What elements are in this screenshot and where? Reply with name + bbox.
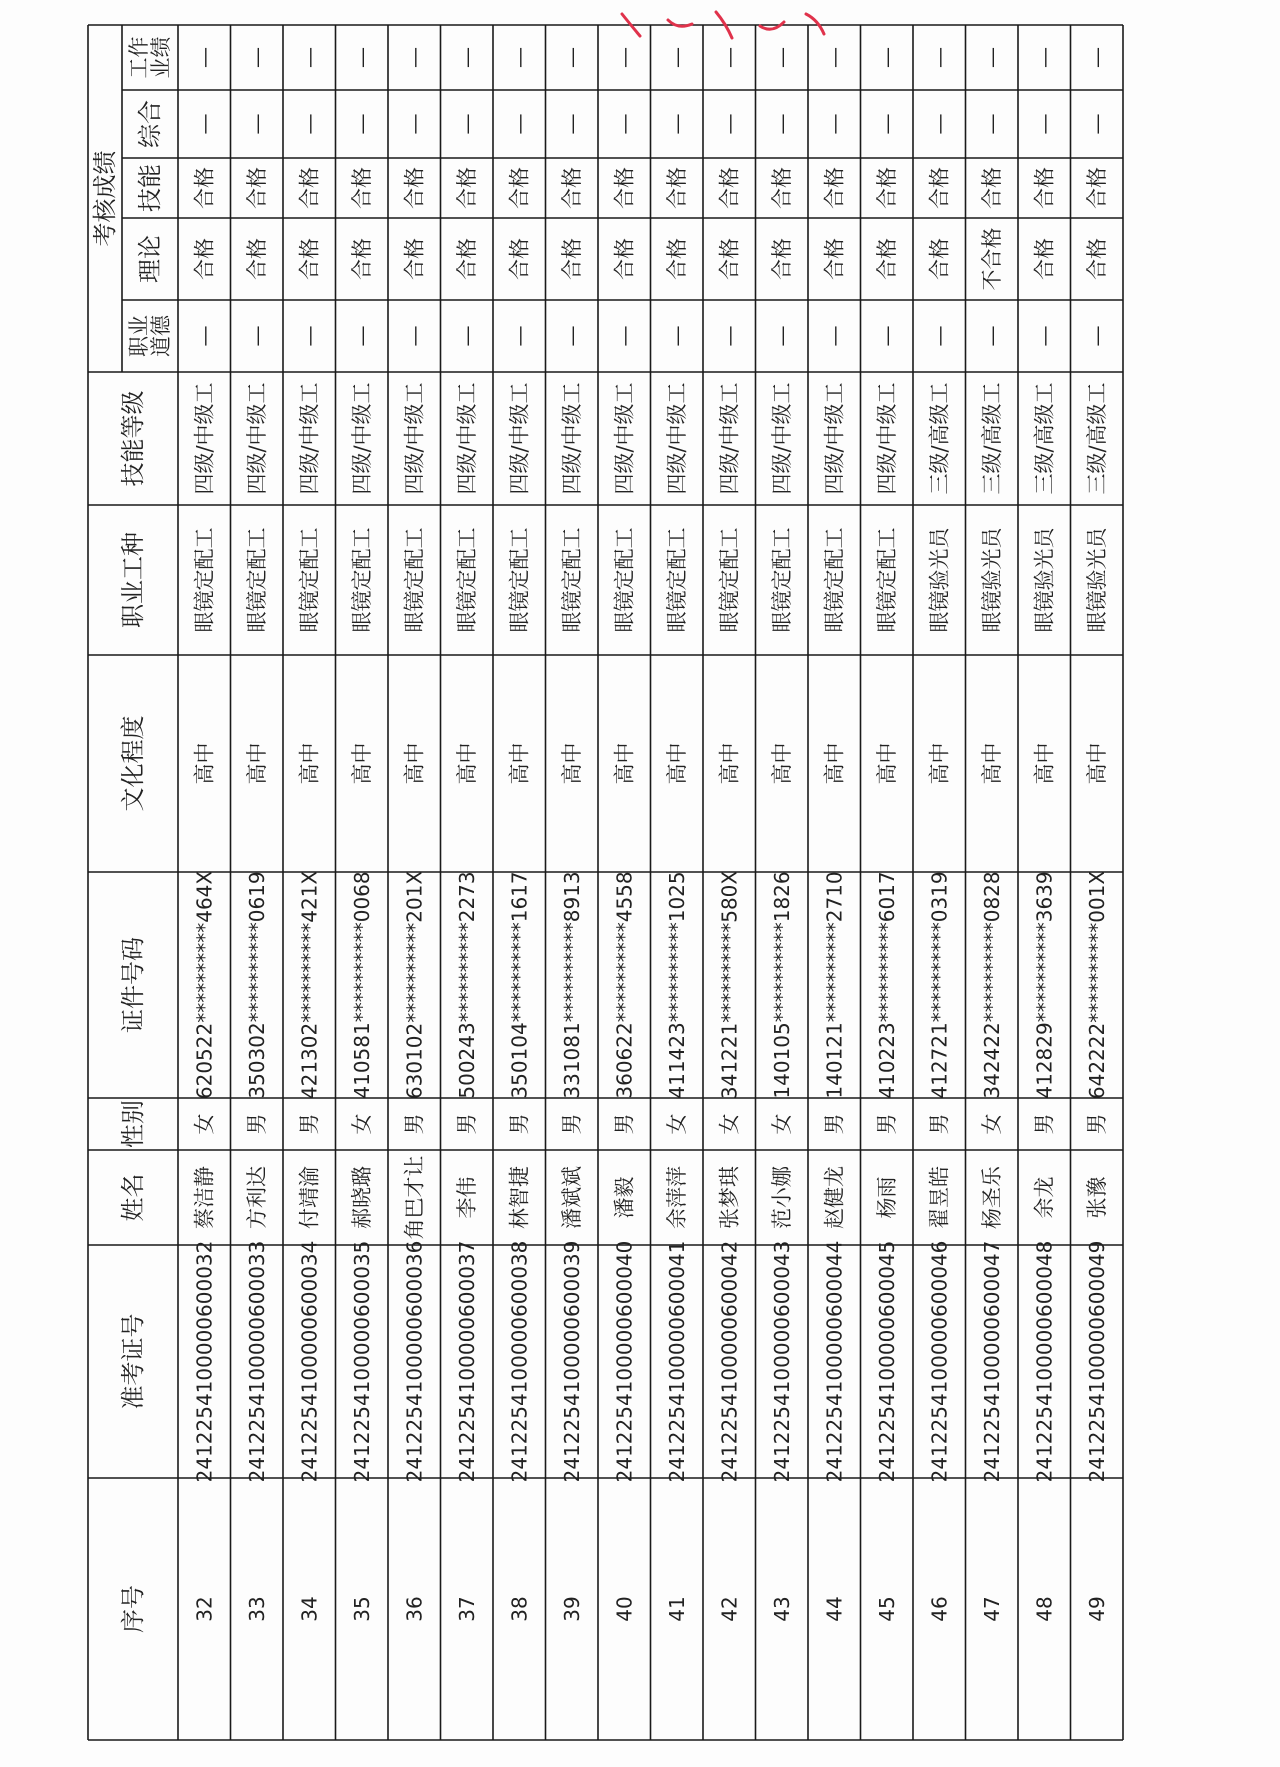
cell-name: 张豫: [1084, 1176, 1109, 1219]
cell-education: 高中: [979, 742, 1004, 785]
cell-gender: 男: [612, 1113, 637, 1135]
header-scores-group: 考核成绩: [91, 150, 119, 247]
cell-occupation: 眼镜定配工: [612, 527, 637, 633]
cell-overall: —: [822, 113, 847, 135]
cell-skill: 合格: [1032, 167, 1057, 209]
cell-occupation: 眼镜定配工: [192, 527, 217, 633]
cell-education: 高中: [192, 742, 217, 785]
cell-seq: 39: [559, 1596, 584, 1622]
cell-skill-level: 三级/高级工: [1032, 382, 1057, 495]
header-id-no: 证件号码: [119, 937, 147, 1033]
cell-id-no: 350104**********1617: [507, 871, 532, 1099]
cell-skill-level: 四级/中级工: [507, 382, 532, 495]
cell-education: 高中: [244, 742, 269, 785]
cell-exam-no: 2412254100000600042: [717, 1240, 742, 1483]
cell-skill-level: 四级/中级工: [454, 382, 479, 495]
header-ethics-line1: 职业: [127, 315, 151, 357]
cell-education: 高中: [717, 742, 742, 785]
cell-ethics: —: [192, 325, 217, 347]
cell-ethics: —: [244, 325, 269, 347]
cell-theory: 合格: [1032, 238, 1057, 280]
cell-ethics: —: [769, 325, 794, 347]
cell-skill-level: 四级/中级工: [612, 382, 637, 495]
cell-overall: —: [717, 113, 742, 135]
cell-education: 高中: [927, 742, 952, 785]
cell-id-no: 412829**********3639: [1032, 871, 1057, 1099]
cell-seq: 47: [979, 1596, 1004, 1622]
cell-theory: 合格: [1084, 238, 1109, 280]
cell-ethics: —: [927, 325, 952, 347]
header-ethics-line2: 道德: [149, 315, 173, 357]
cell-skill: 合格: [244, 167, 269, 209]
header-exam-no: 准考证号: [119, 1313, 147, 1410]
cell-gender: 男: [454, 1113, 479, 1135]
cell-seq: 46: [927, 1596, 952, 1622]
header-occupation: 职业工种: [119, 532, 147, 628]
cell-seq: 45: [874, 1596, 899, 1622]
cell-education: 高中: [1084, 742, 1109, 785]
cell-exam-no: 2412254100000600039: [559, 1240, 584, 1483]
cell-id-no: 342422**********0828: [979, 871, 1004, 1099]
cell-skill: 合格: [559, 167, 584, 209]
cell-overall: —: [1032, 113, 1057, 135]
cell-ethics: —: [402, 325, 427, 347]
cell-performance: —: [874, 47, 899, 68]
cell-skill: 合格: [927, 167, 952, 209]
cell-name: 杨圣乐: [979, 1166, 1004, 1229]
header-seq: 序号: [119, 1585, 147, 1633]
cell-occupation: 眼镜定配工: [402, 527, 427, 633]
cell-gender: 女: [664, 1113, 689, 1135]
cell-id-no: 630102**********201X: [402, 870, 427, 1100]
header-gender: 性别: [119, 1100, 147, 1148]
cell-ethics: —: [979, 325, 1004, 347]
cell-skill: 合格: [822, 167, 847, 209]
cell-skill-level: 三级/高级工: [927, 382, 952, 495]
cell-gender: 女: [979, 1113, 1004, 1135]
cell-theory: 合格: [874, 238, 899, 280]
cell-ethics: —: [874, 325, 899, 347]
cell-name: 角巴才让: [402, 1155, 427, 1240]
cell-name: 蔡洁静: [192, 1166, 217, 1229]
cell-theory: 合格: [717, 238, 742, 280]
cell-overall: —: [192, 113, 217, 135]
cell-performance: —: [822, 47, 847, 68]
cell-name: 潘斌斌: [559, 1166, 584, 1229]
cell-id-no: 410223**********6017: [874, 871, 899, 1099]
cell-overall: —: [612, 113, 637, 135]
cell-performance: —: [979, 47, 1004, 68]
cell-skill-level: 四级/中级工: [192, 382, 217, 495]
cell-id-no: 411423**********1025: [664, 871, 689, 1099]
cell-performance: —: [559, 47, 584, 68]
cell-exam-no: 2412254100000600032: [192, 1240, 217, 1483]
header-performance-line1: 工作: [127, 36, 151, 79]
cell-gender: 男: [507, 1113, 532, 1135]
cell-exam-no: 2412254100000600046: [927, 1240, 952, 1483]
cell-occupation: 眼镜验光员: [979, 527, 1004, 633]
cell-id-no: 500243**********2273: [454, 871, 479, 1099]
cell-skill: 合格: [1084, 167, 1109, 209]
cell-performance: —: [1084, 47, 1109, 68]
cell-id-no: 350302**********0619: [244, 871, 269, 1099]
cell-gender: 男: [874, 1113, 899, 1135]
cell-education: 高中: [1032, 742, 1057, 785]
cell-performance: —: [192, 47, 217, 68]
cell-id-no: 140105**********1826: [769, 871, 794, 1099]
cell-seq: 41: [664, 1596, 689, 1622]
cell-name: 杨雨: [874, 1176, 899, 1219]
cell-skill-level: 四级/中级工: [717, 382, 742, 495]
cell-performance: —: [507, 47, 532, 68]
cell-theory: 合格: [244, 238, 269, 280]
cell-overall: —: [979, 113, 1004, 135]
cell-occupation: 眼镜验光员: [927, 527, 952, 633]
cell-name: 余萍萍: [664, 1166, 689, 1229]
cell-gender: 男: [402, 1113, 427, 1135]
cell-performance: —: [927, 47, 952, 68]
cell-id-no: 360622**********4558: [612, 871, 637, 1099]
cell-skill-level: 四级/中级工: [244, 382, 269, 495]
cell-education: 高中: [402, 742, 427, 785]
cell-id-no: 341221**********580X: [717, 870, 742, 1100]
cell-occupation: 眼镜定配工: [559, 527, 584, 633]
cell-name: 余龙: [1032, 1176, 1057, 1219]
cell-performance: —: [297, 47, 322, 68]
cell-overall: —: [769, 113, 794, 135]
cell-occupation: 眼镜定配工: [454, 527, 479, 633]
cell-theory: 合格: [664, 238, 689, 280]
cell-ethics: —: [664, 325, 689, 347]
cell-gender: 男: [244, 1113, 269, 1135]
header-name: 姓名: [119, 1173, 147, 1222]
cell-theory: 合格: [454, 238, 479, 280]
cell-performance: —: [612, 47, 637, 68]
cell-theory: 合格: [559, 238, 584, 280]
cell-skill-level: 四级/中级工: [822, 382, 847, 495]
cell-seq: 40: [612, 1596, 637, 1622]
cell-ethics: —: [559, 325, 584, 347]
header-education: 文化程度: [119, 715, 147, 812]
cell-skill: 合格: [454, 167, 479, 209]
cell-ethics: —: [454, 325, 479, 347]
cell-skill: 合格: [349, 167, 374, 209]
cell-ethics: —: [822, 325, 847, 347]
cell-education: 高中: [507, 742, 532, 785]
cell-exam-no: 2412254100000600034: [297, 1240, 322, 1483]
cell-overall: —: [349, 113, 374, 135]
cell-overall: —: [874, 113, 899, 135]
cell-id-no: 421302**********421X: [297, 870, 322, 1100]
cell-theory: 合格: [297, 238, 322, 280]
cell-skill-level: 三级/高级工: [1084, 382, 1109, 495]
cell-education: 高中: [874, 742, 899, 785]
cell-performance: —: [244, 47, 269, 68]
header-theory: 理论: [136, 235, 164, 283]
table-cells: [91, 37, 1109, 1634]
cell-performance: —: [349, 47, 374, 68]
cell-id-no: 620522**********464X: [192, 870, 217, 1100]
cell-seq: 42: [717, 1596, 742, 1622]
cell-education: 高中: [612, 742, 637, 785]
cell-name: 张梦琪: [717, 1166, 742, 1229]
cell-occupation: 眼镜定配工: [822, 527, 847, 633]
cell-exam-no: 2412254100000600043: [769, 1240, 794, 1483]
cell-occupation: 眼镜定配工: [244, 527, 269, 633]
cell-performance: —: [664, 47, 689, 68]
cell-overall: —: [454, 113, 479, 135]
cell-skill-level: 四级/中级工: [402, 382, 427, 495]
cell-ethics: —: [612, 325, 637, 347]
cell-gender: 男: [822, 1113, 847, 1135]
cell-ethics: —: [349, 325, 374, 347]
cell-skill: 合格: [874, 167, 899, 209]
cell-theory: 合格: [402, 238, 427, 280]
cell-name: 潘毅: [612, 1176, 637, 1219]
cell-gender: 男: [927, 1113, 952, 1135]
cell-occupation: 眼镜定配工: [297, 527, 322, 633]
cell-skill: 合格: [717, 167, 742, 209]
cell-overall: —: [402, 113, 427, 135]
cell-overall: —: [559, 113, 584, 135]
cell-name: 林智捷: [507, 1166, 532, 1229]
cell-theory: 合格: [769, 238, 794, 280]
cell-education: 高中: [454, 742, 479, 785]
cell-id-no: 331081**********8913: [559, 871, 584, 1099]
cell-performance: —: [1032, 47, 1057, 68]
cell-overall: —: [244, 113, 269, 135]
cell-occupation: 眼镜定配工: [349, 527, 374, 633]
cell-skill-level: 四级/中级工: [664, 382, 689, 495]
cell-exam-no: 2412254100000600040: [612, 1240, 637, 1483]
cell-seq: 37: [454, 1596, 479, 1622]
cell-ethics: —: [507, 325, 532, 347]
cell-seq: 33: [244, 1596, 269, 1622]
cell-gender: 女: [769, 1113, 794, 1135]
cell-skill: 合格: [664, 167, 689, 209]
cell-gender: 男: [1032, 1113, 1057, 1135]
cell-exam-no: 2412254100000600037: [454, 1240, 479, 1483]
cell-theory: 合格: [192, 238, 217, 280]
cell-name: 范小娜: [769, 1166, 794, 1229]
cell-skill: 合格: [979, 167, 1004, 209]
header-performance-line2: 业绩: [149, 36, 173, 79]
cell-exam-no: 2412254100000600048: [1032, 1240, 1057, 1483]
cell-performance: —: [402, 47, 427, 68]
cell-education: 高中: [559, 742, 584, 785]
cell-exam-no: 2412254100000600045: [874, 1240, 899, 1483]
cell-exam-no: 2412254100000600041: [664, 1240, 689, 1483]
cell-performance: —: [454, 47, 479, 68]
cell-gender: 女: [349, 1113, 374, 1135]
cell-education: 高中: [769, 742, 794, 785]
cell-occupation: 眼镜定配工: [507, 527, 532, 633]
cell-exam-no: 2412254100000600047: [979, 1240, 1004, 1483]
cell-occupation: 眼镜定配工: [664, 527, 689, 633]
cell-skill-level: 四级/中级工: [769, 382, 794, 495]
cell-seq: 35: [349, 1596, 374, 1622]
cell-performance: —: [717, 47, 742, 68]
cell-name: 李伟: [454, 1176, 479, 1219]
cell-skill: 合格: [192, 167, 217, 209]
cell-name: 赵健龙: [822, 1166, 847, 1229]
cell-seq: 49: [1084, 1596, 1109, 1622]
cell-exam-no: 2412254100000600033: [244, 1240, 269, 1483]
cell-id-no: 642222**********001X: [1084, 870, 1109, 1100]
cell-performance: —: [769, 47, 794, 68]
cell-seq: 36: [402, 1596, 427, 1622]
cell-theory: 合格: [927, 238, 952, 280]
cell-gender: 男: [559, 1113, 584, 1135]
cell-exam-no: 2412254100000600038: [507, 1240, 532, 1483]
cell-id-no: 410581**********0068: [349, 871, 374, 1099]
cell-seq: 43: [769, 1596, 794, 1622]
cell-gender: 男: [1084, 1113, 1109, 1135]
cell-occupation: 眼镜定配工: [769, 527, 794, 633]
cell-overall: —: [1084, 113, 1109, 135]
cell-skill-level: 三级/高级工: [979, 382, 1004, 495]
cell-seq: 34: [297, 1596, 322, 1622]
cell-ethics: —: [1084, 325, 1109, 347]
cell-seq: 44: [822, 1596, 847, 1622]
cell-theory: 合格: [612, 238, 637, 280]
cell-id-no: 412721**********0319: [927, 871, 952, 1099]
cell-occupation: 眼镜验光员: [1032, 527, 1057, 633]
cell-skill-level: 四级/中级工: [874, 382, 899, 495]
cell-seq: 38: [507, 1596, 532, 1622]
cell-name: 翟昱皓: [927, 1166, 952, 1229]
cell-ethics: —: [1032, 325, 1057, 347]
cell-seq: 32: [192, 1596, 217, 1622]
cell-seq: 48: [1032, 1596, 1057, 1622]
cell-overall: —: [927, 113, 952, 135]
cell-theory: 不合格: [979, 227, 1004, 291]
cell-exam-no: 2412254100000600044: [822, 1240, 847, 1483]
cell-education: 高中: [822, 742, 847, 785]
cell-skill: 合格: [769, 167, 794, 209]
cell-name: 方利达: [244, 1166, 269, 1229]
cell-gender: 男: [297, 1113, 322, 1135]
cell-exam-no: 2412254100000600049: [1084, 1240, 1109, 1483]
cell-skill: 合格: [402, 167, 427, 209]
cell-occupation: 眼镜定配工: [874, 527, 899, 633]
cell-theory: 合格: [507, 238, 532, 280]
cell-skill: 合格: [297, 167, 322, 209]
cell-exam-no: 2412254100000600035: [349, 1240, 374, 1483]
header-skill: 技能: [136, 164, 164, 212]
cell-gender: 女: [192, 1113, 217, 1135]
cell-name: 付靖渝: [297, 1166, 322, 1229]
cell-skill-level: 四级/中级工: [297, 382, 322, 495]
cell-occupation: 眼镜定配工: [717, 527, 742, 633]
cell-skill: 合格: [507, 167, 532, 209]
table-grid: [88, 25, 1123, 1740]
cell-exam-no: 2412254100000600036: [402, 1240, 427, 1483]
cell-theory: 合格: [822, 238, 847, 280]
cell-skill-level: 四级/中级工: [559, 382, 584, 495]
cell-ethics: —: [297, 325, 322, 347]
cell-education: 高中: [349, 742, 374, 785]
header-skill-level: 技能等级: [119, 390, 147, 487]
cell-education: 高中: [664, 742, 689, 785]
cell-gender: 女: [717, 1113, 742, 1135]
cell-overall: —: [297, 113, 322, 135]
cell-overall: —: [507, 113, 532, 135]
cell-theory: 合格: [349, 238, 374, 280]
cell-ethics: —: [717, 325, 742, 347]
header-overall: 综合: [136, 100, 164, 148]
cell-occupation: 眼镜验光员: [1084, 527, 1109, 633]
cell-skill: 合格: [612, 167, 637, 209]
cell-name: 郝晓璐: [349, 1166, 374, 1229]
cell-overall: —: [664, 113, 689, 135]
cell-skill-level: 四级/中级工: [349, 382, 374, 495]
cell-education: 高中: [297, 742, 322, 785]
cell-id-no: 140121**********2710: [822, 871, 847, 1099]
